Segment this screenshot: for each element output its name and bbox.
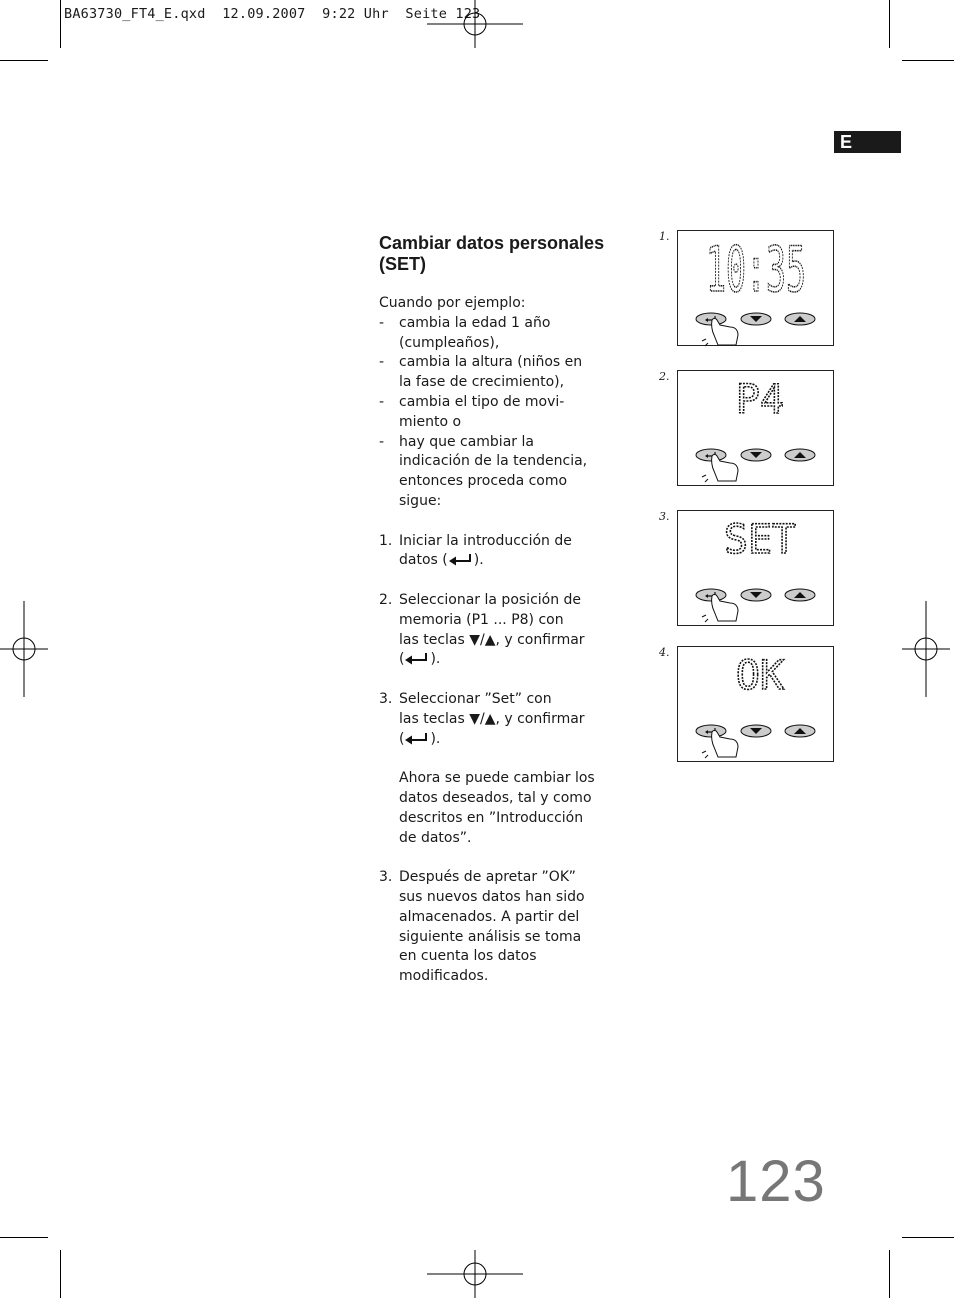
text-line: - cambia la altura (niños en xyxy=(399,354,583,371)
text-line: datos ( ). xyxy=(399,552,484,569)
text-line: - cambia la edad 1 año xyxy=(399,314,551,331)
down-button-icon xyxy=(741,449,771,461)
section-title: Cambiar datos personales (SET) xyxy=(379,233,605,274)
list-item xyxy=(379,433,609,512)
text-line: Iniciar la introducción de xyxy=(399,532,572,549)
text-line: indicación de la tendencia, xyxy=(399,453,588,470)
down-button-icon xyxy=(741,725,771,737)
lcd-display xyxy=(678,231,833,345)
up-button-icon xyxy=(785,449,815,461)
text-line: Seleccionar la posición de xyxy=(399,591,582,608)
device-panel xyxy=(677,510,834,626)
lcd-display xyxy=(678,371,833,485)
step-item xyxy=(379,591,609,670)
step-number: 1. xyxy=(379,532,393,549)
print-slug: BA63730_FT4_E.qxd 12.09.2007 9:22 Uhr Seite 123 xyxy=(64,6,481,22)
lcd-display xyxy=(678,511,833,625)
condition-list xyxy=(379,314,609,512)
down-button-icon xyxy=(741,589,771,601)
text-line: entonces proceda como xyxy=(399,473,568,490)
list-item xyxy=(379,393,609,433)
list-item xyxy=(379,314,609,354)
text-line: Después de apretar ”OK” xyxy=(399,869,576,886)
enter-key-icon xyxy=(404,732,430,744)
lcd-display xyxy=(678,647,833,761)
enter-button-icon xyxy=(696,725,726,737)
step-number: 3. xyxy=(379,869,393,886)
body-text xyxy=(379,294,609,987)
note-paragraph xyxy=(379,769,609,848)
text-line: las teclas ▼/▲, y confirmar xyxy=(399,631,585,648)
step-list xyxy=(379,532,609,770)
text-line: - hay que cambiar la xyxy=(399,433,534,450)
text-line: en cuenta los datos xyxy=(399,948,537,965)
step-number: 2. xyxy=(379,591,393,608)
final-step xyxy=(379,868,609,987)
language-tab: E xyxy=(834,131,901,153)
up-button-icon xyxy=(785,313,815,325)
lcd-text: OK xyxy=(735,653,785,699)
panel-label: 2. xyxy=(659,370,670,383)
text-line: datos deseados, tal y como xyxy=(399,789,592,806)
device-panel xyxy=(677,230,834,346)
intro-text: Cuando por ejemplo: xyxy=(379,295,526,311)
enter-button-icon xyxy=(696,589,726,601)
device-panel xyxy=(677,370,834,486)
text-line: (cumpleaños), xyxy=(399,334,500,351)
enter-key-icon xyxy=(448,553,474,565)
panel-label: 1. xyxy=(659,230,670,243)
enter-button-icon xyxy=(696,313,726,325)
text-line: siguiente análisis se toma xyxy=(399,928,582,945)
text-line: de datos”. xyxy=(399,829,472,846)
page-number: 123 xyxy=(726,1149,826,1214)
text-line: - cambia el tipo de movi- xyxy=(399,393,565,410)
text-line: miento o xyxy=(399,413,462,430)
lcd-text: SET xyxy=(723,517,797,563)
lcd-text: P4 xyxy=(735,377,785,423)
enter-key-icon xyxy=(404,652,430,664)
enter-button-icon xyxy=(696,449,726,461)
lcd-text: 10:35 xyxy=(706,233,806,306)
panel-label: 3. xyxy=(659,510,670,523)
up-button-icon xyxy=(785,725,815,737)
text-line: la fase de crecimiento), xyxy=(399,374,565,391)
text-line: las teclas ▼/▲, y confirmar xyxy=(399,710,585,727)
text-line: memoria (P1 ... P8) con xyxy=(399,611,564,628)
down-button-icon xyxy=(741,313,771,325)
text-line: sigue: xyxy=(399,492,442,509)
step-number: 3. xyxy=(379,690,393,707)
text-line: descritos en ”Introducción xyxy=(399,809,584,826)
panel-label: 4. xyxy=(659,646,670,659)
list-item xyxy=(379,353,609,393)
text-line: Seleccionar ”Set” con xyxy=(399,690,552,707)
step-item xyxy=(379,532,609,572)
text-line: modificados. xyxy=(399,968,489,985)
up-button-icon xyxy=(785,589,815,601)
step-item xyxy=(379,690,609,749)
text-line: sus nuevos datos han sido xyxy=(399,888,585,905)
text-line: Ahora se puede cambiar los xyxy=(399,770,595,787)
device-panel xyxy=(677,646,834,762)
text-line: ( ). xyxy=(399,730,441,747)
text-line: ( ). xyxy=(399,651,441,668)
text-line: almacenados. A partir del xyxy=(399,908,580,925)
